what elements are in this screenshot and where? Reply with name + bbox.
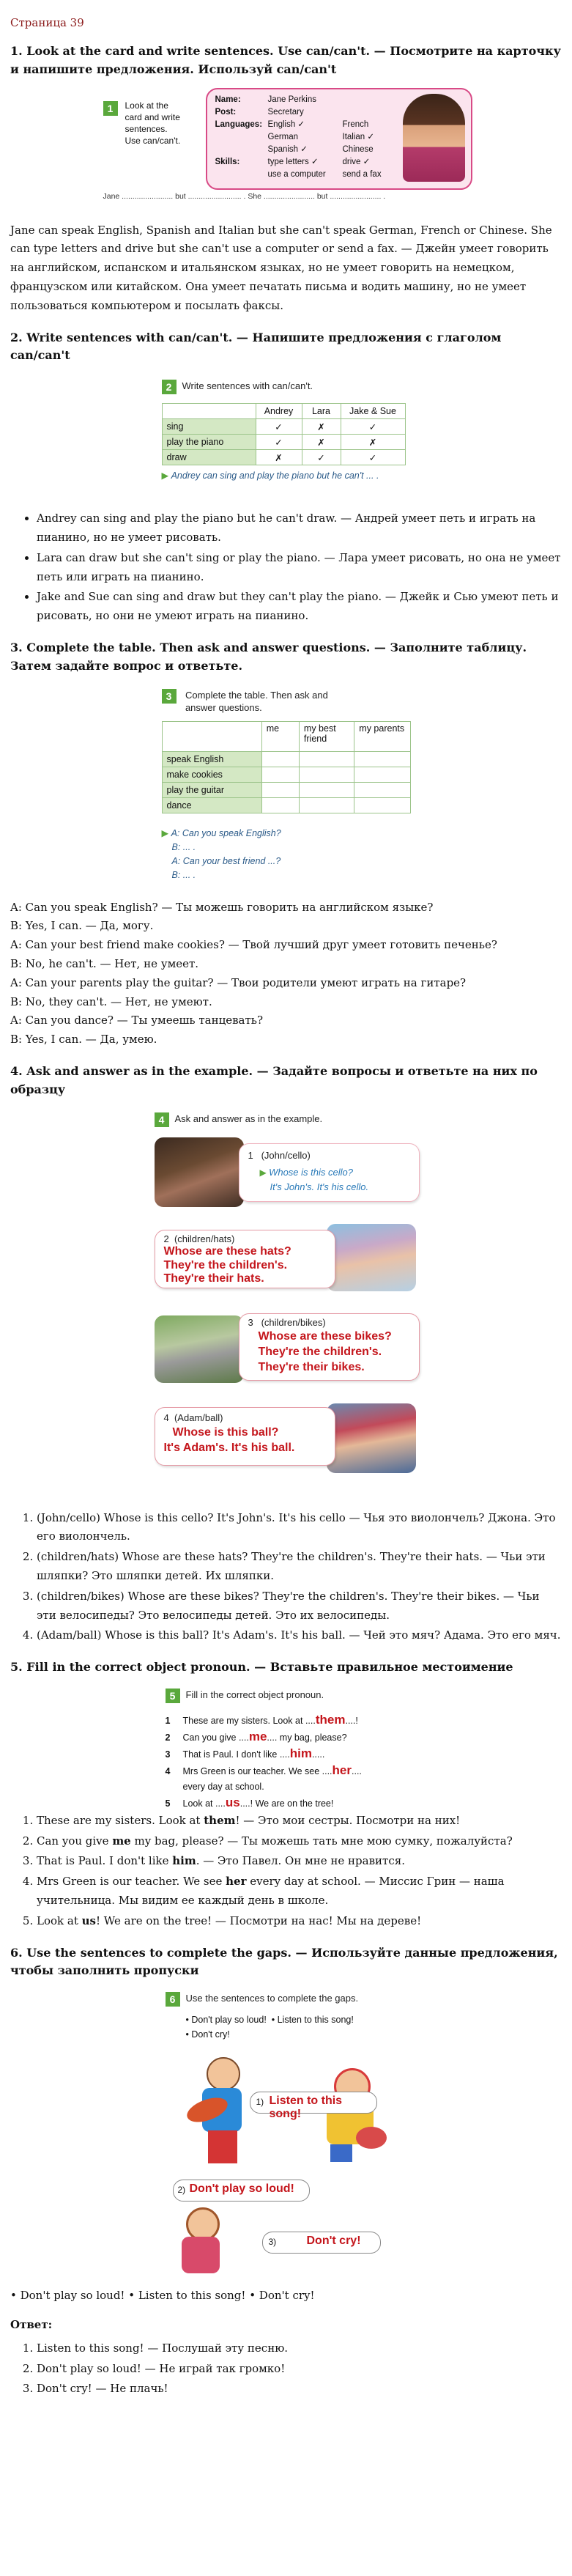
exercise-1-heading: 1. Look at the card and write sentences. Use can/can't. — Посмотрите на карточку и напишите предложения. Используй can/can't xyxy=(10,44,561,76)
card-value: Spanish ✓ xyxy=(267,144,308,154)
table-cell[interactable] xyxy=(354,782,410,797)
dialog-line: A: Can your best friend ...? xyxy=(171,855,281,866)
exercise-title: Fill in the correct object pronoun. xyxy=(185,1689,324,1700)
exercise-5-answers xyxy=(10,1812,562,1931)
dialog-example xyxy=(162,827,281,882)
list-item: • Lara can draw but she can't sing or play the piano. — Лара умеет рисовать, но она не умеет петь или играть на пианино. xyxy=(37,549,562,587)
fill-answer: me xyxy=(248,1729,267,1743)
dialog-answer-line: B: No, he can't. — Нет, не умеет. xyxy=(10,956,199,970)
dialog-answer-line: A: Can your best friend make cookies? — Твой лучший друг умеет готовить печенье? xyxy=(10,938,497,952)
exercise-instructions xyxy=(125,100,181,147)
exercise-title: Use the sentences to complete the gaps. xyxy=(185,1993,359,2004)
exercise-3-figure xyxy=(162,683,411,896)
exercise-number-badge: 3 xyxy=(162,689,177,704)
answer-text: These are my sisters. Look at xyxy=(37,1813,204,1827)
panel-cue-text: (children/bikes) xyxy=(261,1316,326,1328)
card-label xyxy=(215,169,267,181)
list-item: • Jake and Sue can sing and draw but they can't play the piano. — Джейк и Сью умеют петь и рисовать, но они не умеют играть на пианино. xyxy=(37,588,562,626)
table-header: me xyxy=(261,721,299,751)
exercise-6-heading: 6. Use the sentences to complete the gaps. — Используйте данные предложения, чтобы заполнить пропуски xyxy=(10,1945,558,1978)
answer-text: Look at xyxy=(37,1913,82,1927)
line-number: 4 xyxy=(165,1765,171,1776)
list-item: 1. Listen to this song! — Послушай эту песню. xyxy=(37,2339,562,2358)
question-text: Whose is this cello? xyxy=(269,1166,353,1178)
panel-number: 1 xyxy=(248,1149,261,1161)
example-text: Andrey can sing and play the piano but he can't ... . xyxy=(171,470,379,481)
exercise-5-figure xyxy=(166,1684,407,1809)
list-item xyxy=(37,1832,562,1851)
dialog-text: A: Can you speak English? xyxy=(171,827,281,838)
dots: .... xyxy=(267,1732,278,1743)
panel-3-line: They're their bikes. xyxy=(258,1360,365,1373)
speech-bubble-3 xyxy=(262,2232,381,2254)
card-label xyxy=(215,131,267,144)
card-label: Post: xyxy=(215,107,237,117)
options-list xyxy=(186,2012,354,2042)
instruction-line: sentences. xyxy=(125,123,168,134)
card-label: Languages: xyxy=(215,119,263,129)
panel-2-cue xyxy=(164,1233,235,1244)
fill-text: Look at xyxy=(182,1798,215,1809)
answer-text: every day at school. — Миссис Грин — наша учительница. Мы видим ее каждый день в школе. xyxy=(37,1875,505,1908)
exercise-5-heading: 5. Fill in the correct object pronoun. — Вставьте правильное местоимение xyxy=(10,1660,513,1675)
answer-label xyxy=(10,2316,562,2335)
exercise-number-badge: 6 xyxy=(166,1992,180,2007)
answer-text: my bag, please? — Ты можешь тать мне мою сумку, пожалуйста? xyxy=(130,1834,513,1848)
exercise-4-answers xyxy=(10,1509,562,1646)
dots: .... xyxy=(305,1715,316,1726)
option: • Don't play so loud! xyxy=(185,2015,267,2026)
table-cell: ✓ xyxy=(341,419,405,435)
exercise-title: Write sentences with can/can't. xyxy=(182,380,313,392)
exercise-title-row xyxy=(166,1992,359,2007)
dialog-answer-line: A: Can you speak English? — Ты можешь говорить на английском языке? xyxy=(10,900,434,914)
panel-number: 2 xyxy=(163,1233,174,1244)
exercise-title-row xyxy=(162,689,328,715)
panel-2-line: They're the children's. xyxy=(163,1258,288,1272)
fill-text: That is Paul. I don't like xyxy=(182,1749,280,1760)
table-row-label: sing xyxy=(162,419,256,435)
fill-line xyxy=(166,1779,362,1795)
bubble-answer: Don't play so loud! xyxy=(189,2182,294,2196)
blank-line: Jane ........................ but ......................... . She ........................ but ........................ . xyxy=(103,191,386,201)
table-row-label: play the piano xyxy=(162,435,256,450)
answer-label-text: Ответ: xyxy=(10,2318,53,2332)
panel-4-line: Whose is this ball? xyxy=(172,1425,279,1439)
table-header: Andrey xyxy=(256,404,302,419)
instruction-line: Use can/can't. xyxy=(125,135,181,146)
arrow-icon: ▶ xyxy=(161,470,171,481)
table-cell: ✗ xyxy=(256,450,302,465)
table-header: Lara xyxy=(302,404,341,419)
fill-text: . xyxy=(322,1749,325,1760)
panel-1-bubble xyxy=(239,1143,420,1202)
table-header: my best friend xyxy=(299,721,354,751)
options-line: • Don't play so loud! • Listen to this song! • Don't cry! xyxy=(10,2289,315,2303)
table-cell[interactable] xyxy=(354,767,410,782)
answer-pronoun: us xyxy=(81,1913,96,1927)
boy-guitar-illustration xyxy=(186,2057,259,2167)
panel-2-bubble xyxy=(155,1230,335,1288)
table-cell: ✗ xyxy=(341,435,405,450)
card-value: Secretary xyxy=(267,107,304,117)
card-value: drive ✓ xyxy=(342,157,371,166)
profile-card xyxy=(206,88,472,190)
dialog-answer-line: B: No, they can't. — Нет, не умеют. xyxy=(10,994,212,1008)
answer-pronoun: them xyxy=(204,1813,236,1827)
exercise-6-answers xyxy=(10,2339,562,2399)
bubble-number: 1) xyxy=(256,2097,264,2108)
dots: .... xyxy=(345,1715,356,1726)
panel-1-cue xyxy=(248,1150,311,1161)
dots: .... xyxy=(238,1732,249,1743)
panel-number: 4 xyxy=(163,1411,174,1423)
card-value: English ✓ xyxy=(267,119,305,129)
dots: .... xyxy=(311,1749,322,1760)
card-value: type letters ✓ xyxy=(267,157,319,166)
fill-line xyxy=(166,1763,362,1779)
answer-pronoun: him xyxy=(172,1854,196,1868)
fill-line xyxy=(166,1712,362,1729)
fill-text: These are my sisters. Look at xyxy=(182,1715,305,1726)
table-cell[interactable] xyxy=(299,751,354,767)
speech-bubble-1 xyxy=(250,2092,377,2121)
speech-bubble-2 xyxy=(173,2180,310,2202)
table-cell: ✓ xyxy=(341,450,405,465)
bubble-number: 3) xyxy=(268,2237,277,2248)
exercise-number-badge: 2 xyxy=(162,380,177,394)
arrow-icon: ▶ xyxy=(161,827,171,838)
dialog-answer-line: A: Can you dance? — Ты умеешь танцевать? xyxy=(10,1014,263,1027)
panel-cue-text: (John/cello) xyxy=(261,1149,311,1161)
answer-text: ! We are on the tree! — Посмотри на нас! Мы на дереве! xyxy=(95,1913,422,1927)
dots: .... xyxy=(239,1798,250,1809)
panel-3-cue xyxy=(248,1317,326,1328)
table-cell[interactable] xyxy=(299,797,354,813)
exercise-title xyxy=(185,689,328,714)
dots: .... xyxy=(215,1798,226,1809)
panel-cue-text: (children/hats) xyxy=(174,1233,235,1244)
exercise-title-row xyxy=(166,1689,324,1703)
exercise-6-figure xyxy=(166,1988,407,2279)
card-value: Chinese xyxy=(342,144,374,154)
fill-text: my bag, please? xyxy=(277,1732,347,1743)
bubble-number: 2) xyxy=(177,2185,186,2196)
list-item: 4. (Adam/ball) Whose is this ball? It's Adam's. It's his ball. — Чей это мяч? Адама. Это его мяч. xyxy=(37,1626,562,1645)
exercise-title-row xyxy=(162,380,313,394)
dots: .... xyxy=(279,1749,290,1760)
answer-pronoun: me xyxy=(112,1834,131,1848)
fill-line xyxy=(166,1746,362,1763)
fill-answer: them xyxy=(315,1712,346,1727)
exercise-number-badge: 5 xyxy=(166,1689,180,1703)
table-header xyxy=(162,721,261,751)
table-cell[interactable] xyxy=(261,767,299,782)
dots: .... xyxy=(352,1765,362,1776)
arrow-icon: ▶ xyxy=(259,1167,270,1178)
dialog-answer-line: B: Yes, I can. — Да, могу. xyxy=(10,919,154,933)
panel-4-bubble xyxy=(155,1407,335,1466)
dialog-answer-line: A: Can your parents play the guitar? — Твои родители умеют играть на гитаре? xyxy=(10,975,467,989)
list-item: 1. (John/cello) Whose is this cello? It's John's. It's his cello — Чья это виолончель? Джона. Это его виолончель. xyxy=(37,1509,562,1547)
panel-2-line: Whose are these hats? xyxy=(163,1244,291,1258)
table-cell: ✓ xyxy=(256,419,302,435)
answer-text: . — Это Павел. Он мне не нравится. xyxy=(196,1854,405,1868)
list-item xyxy=(37,1912,562,1931)
card-value: German xyxy=(267,132,299,141)
list-item xyxy=(37,1852,562,1871)
table-cell[interactable] xyxy=(261,782,299,797)
table-row-label: dance xyxy=(162,797,261,813)
exercise-3-answers xyxy=(10,898,562,1049)
dialog-answer-line: B: Yes, I can. — Да, умею. xyxy=(10,1033,157,1047)
panel-number: 3 xyxy=(248,1316,261,1328)
table-header xyxy=(162,404,256,419)
breadcrumb[interactable]: Страница 39 xyxy=(10,16,84,29)
option: • Don't cry! xyxy=(185,2029,230,2040)
panel-3-line: Whose are these bikes? xyxy=(258,1329,392,1343)
kids-bikes-photo xyxy=(155,1315,244,1383)
panel-3-line: They're the children's. xyxy=(258,1345,382,1358)
card-label: Skills: xyxy=(215,157,240,166)
answer-pronoun: her xyxy=(226,1875,247,1889)
table-cell: ✓ xyxy=(302,450,341,465)
fill-text: every day at school. xyxy=(182,1781,264,1792)
card-value xyxy=(342,106,382,119)
answer-text: That is Paul. I don't like xyxy=(37,1854,173,1868)
exercise-2-heading: 2. Write sentences with can/can't. — Напишите предложения с глаголом can/can't xyxy=(10,330,502,363)
card-value: Italian ✓ xyxy=(342,132,375,141)
panel-4-cue xyxy=(164,1412,223,1423)
panel-1-answer: It's John's. It's his cello. xyxy=(270,1181,369,1192)
card-value xyxy=(342,94,382,106)
fill-text: ! We are on the tree! xyxy=(250,1798,334,1809)
table-cell[interactable] xyxy=(299,767,354,782)
card-label xyxy=(215,144,267,156)
exercise-title-line: Complete the table. Then ask and xyxy=(185,689,328,701)
panel-4-line: It's Adam's. It's his ball. xyxy=(163,1441,295,1454)
table-cell: ✗ xyxy=(302,419,341,435)
table-cell[interactable] xyxy=(299,782,354,797)
exercise-title: Ask and answer as in the example. xyxy=(174,1112,323,1124)
list-item: 3. Don't cry! — Не плачь! xyxy=(37,2380,562,2399)
table-cell[interactable] xyxy=(261,751,299,767)
table-cell: ✗ xyxy=(302,435,341,450)
dialog-line: B: ... . xyxy=(171,869,196,880)
line-number: 3 xyxy=(165,1749,171,1760)
instruction-line: Look at the xyxy=(125,100,168,111)
table-cell[interactable] xyxy=(261,797,299,813)
card-label: Name: xyxy=(215,95,241,104)
table-cell[interactable] xyxy=(354,751,410,767)
woman-photo xyxy=(403,94,465,182)
card-value: Jane Perkins xyxy=(267,95,316,104)
panel-cue-text: (Adam/ball) xyxy=(174,1411,223,1423)
card-value: use a computer xyxy=(267,169,326,179)
fill-lines xyxy=(166,1712,362,1812)
answer-text: Mrs Green is our teacher. We see xyxy=(37,1875,226,1889)
dots: .... xyxy=(322,1765,333,1776)
exercise-1-answer: Jane can speak English, Spanish and Italian but she can't speak German, French or Chinese. She can type letters and drive but she can't use a computer or send a fax. — Джейн умеет говорить на английском, испанском и итальянском языках, но не умеет говорить на немецком, французском или китайском. Она умеет печатать письма и водить машину, но не умеет пользоваться компьютером и посылать факсы. xyxy=(10,223,552,312)
instruction-line: card and write xyxy=(125,111,180,122)
card-value: send a fax xyxy=(342,169,382,179)
dialog-line: B: ... . xyxy=(171,841,196,852)
exercise-4-figure xyxy=(155,1107,418,1506)
table-cell: ✓ xyxy=(256,435,302,450)
exercise-1-figure xyxy=(103,88,469,205)
line-number: 2 xyxy=(165,1732,171,1743)
exercise-2-figure xyxy=(162,372,411,501)
fill-text: Can you give xyxy=(182,1732,239,1743)
panel-2-line: They're their hats. xyxy=(163,1272,264,1285)
table-header: Jake & Sue xyxy=(341,404,405,419)
panel-3-bubble xyxy=(239,1313,420,1381)
list-item: 3. (children/bikes) Whose are these bikes? They're the children's. They're their bikes. — Чьи эти велосипеды? Это велосипеды детей. Это их велосипеды. xyxy=(37,1587,562,1625)
list-item xyxy=(37,1872,562,1911)
fill-answer: her xyxy=(332,1763,352,1777)
bubble-answer: Don't cry! xyxy=(306,2234,361,2248)
table-cell[interactable] xyxy=(354,797,410,813)
can-table xyxy=(162,403,406,465)
exercise-4-heading: 4. Ask and answer as in the example. — Задайте вопросы и ответьте на них по образцу xyxy=(10,1063,538,1096)
exercise-3-heading: 3. Complete the table. Then ask and answer questions. — Заполните таблицу. Затем задайте вопрос и ответьте. xyxy=(10,640,527,673)
fill-answer: him xyxy=(289,1746,312,1760)
table-row-label: play the guitar xyxy=(162,782,261,797)
complete-table xyxy=(162,721,411,813)
table-header: my parents xyxy=(354,721,410,751)
card-value: French xyxy=(342,119,369,129)
list-item: 2. (children/hats) Whose are these hats? They're the children's. They're their hats. — Чьи эти шляпки? Это шляпки детей. Их шляпки. xyxy=(37,1548,562,1586)
table-row-label: make cookies xyxy=(162,767,261,782)
bubble-answer: Listen to this song! xyxy=(269,2095,343,2121)
line-number: 1 xyxy=(165,1715,171,1726)
example-line xyxy=(162,469,404,482)
answer-text: Can you give xyxy=(37,1834,113,1848)
exercise-number-badge: 4 xyxy=(155,1112,169,1127)
boy-cello-photo xyxy=(155,1137,244,1207)
girl-hat-photo xyxy=(327,1224,416,1291)
exercise-2-answers xyxy=(10,509,562,626)
fill-answer: us xyxy=(225,1795,240,1809)
list-item: 2. Don't play so loud! — Не играй так громко! xyxy=(37,2360,562,2379)
fill-text: ! xyxy=(355,1715,358,1726)
fill-line xyxy=(166,1729,362,1746)
fill-line xyxy=(166,1795,362,1812)
list-item: • Andrey can sing and play the piano but he can't draw. — Андрей умеет петь и играть на пианино, но не умеет рисовать. xyxy=(37,509,562,547)
exercise-number-badge: 1 xyxy=(103,101,118,116)
table-row-label: draw xyxy=(162,450,256,465)
panel-1-question xyxy=(260,1166,353,1179)
crying-girl-illustration xyxy=(173,2207,231,2277)
dialog-line xyxy=(162,827,281,841)
exercise-title-row xyxy=(155,1112,323,1127)
list-item xyxy=(37,1812,562,1831)
line-number: 5 xyxy=(165,1798,171,1809)
answer-text: ! — Это мои сестры. Посмотри на них! xyxy=(235,1813,461,1827)
exercise-title-line: answer questions. xyxy=(185,701,262,713)
table-row-label: speak English xyxy=(162,751,261,767)
option: • Listen to this song! xyxy=(271,2015,354,2026)
boy-ball-photo xyxy=(327,1403,416,1473)
fill-text: Mrs Green is our teacher. We see xyxy=(182,1765,322,1776)
profile-card-table xyxy=(215,94,382,181)
